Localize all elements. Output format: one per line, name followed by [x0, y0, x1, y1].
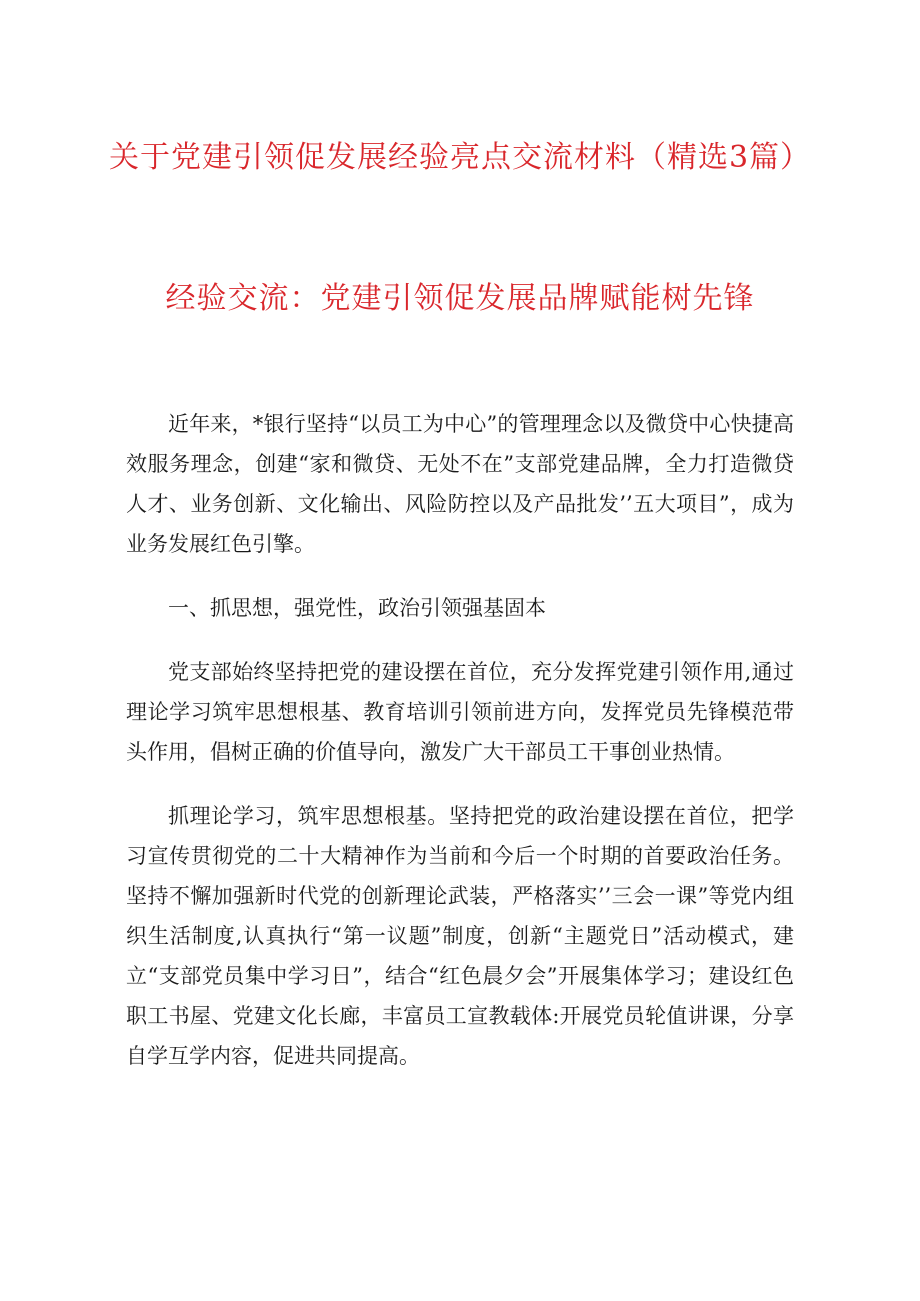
document-title: 关于党建引领促发展经验亮点交流材料（精选3篇）: [108, 140, 812, 175]
paragraph-heading-1: 一、抓思想，强党性，政治引领强基固本: [168, 596, 546, 620]
section-title: 经验交流：党建引领促发展品牌赋能树先锋: [165, 281, 755, 316]
paragraph-intro: 近年来，*银行坚持“以员工为中心”的管理理念以及微贷中心快捷高效服务理念，创建“家和微贷、无处不在”支部党建品牌，全力打造微贷人才、业务创新、文化输出、风险防控以及产品批发’’五大项目”，成为业务发展红色引擎。: [126, 412, 794, 556]
paragraph-theory-study: 抓理论学习，筑牢思想根基。坚持把党的政治建设摆在首位，把学习宣传贯彻党的二十大精神作为当前和今后一个时期的首要政治任务。坚持不懈加强新时代党的创新理论武装，严格落实’’三会一课”等党内组织生活制度,认真执行“第一议题”制度，创新“主题党日”活动模式，建立“支部党员集中学习日”，结合“红色晨夕会”开展集体学习；建设红色职工书屋、党建文化长廊，丰富员工宣教载体:开展党员轮值讲课，分享自学互学内容，促进共同提高。: [126, 804, 794, 1068]
document-body: [126, 404, 794, 1100]
paragraph-party-branch: 党支部始终坚持把党的建设摆在首位，充分发挥党建引领作用,通过理论学习筑牢思想根基、教育培训引领前进方向，发挥党员先锋模范带头作用，倡树正确的价值导向，激发广大干部员工干事创业热情。: [126, 660, 794, 764]
